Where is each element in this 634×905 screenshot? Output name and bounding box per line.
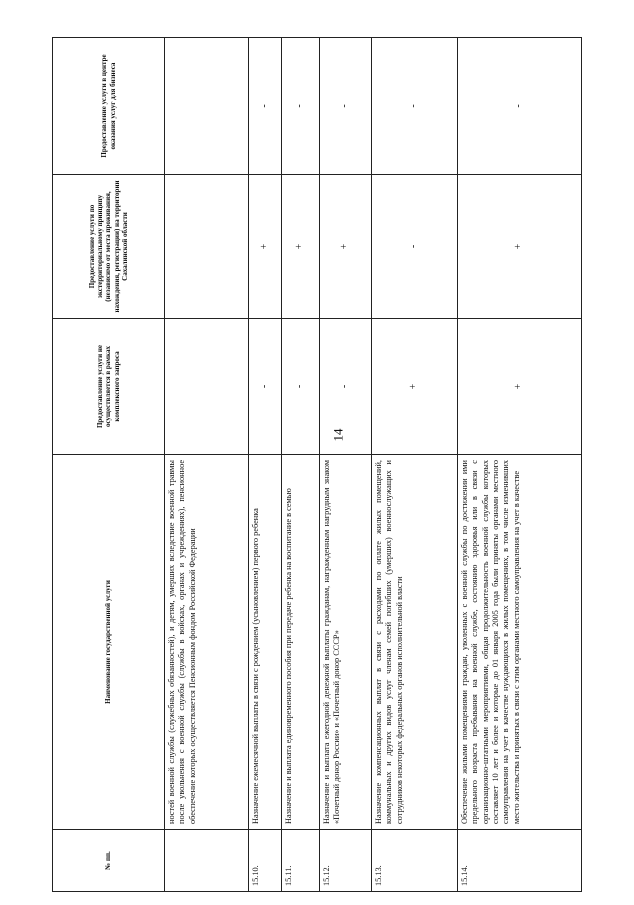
row-num: 15.13. [372,830,458,892]
row-extraterritorial: + [458,175,582,319]
row-extraterritorial: - [372,175,458,319]
row-name: Назначение ежемесячной выплаты в связи с рождением (усыновлением) первого ребенка [249,455,282,830]
row-extraterritorial [165,175,249,319]
row-num: 15.11. [282,830,320,892]
services-table [52,37,582,892]
header-complex: Предоставление услуги не осуществляется в рамках комплексного запроса [53,319,165,455]
row-business: - [249,38,282,175]
row-complex: - [320,319,372,455]
row-name: ностей военной службы (служебных обязанностей), и детям, умерших вследствие военной травмы после увольнения с военной службы (службы в войсках, органах и учреждениях), пенсионное обеспечение которых осуществляется Пенсионным фондом Российской Федерации [165,455,249,830]
header-row [53,38,165,892]
row-business: - [282,38,320,175]
row-num: 15.10. [249,830,282,892]
table-row [372,38,458,892]
row-extraterritorial: + [249,175,282,319]
page-number: 14 [330,428,346,442]
table-row [320,38,372,892]
row-business: - [320,38,372,175]
header-business: Предоставление услуги в центре оказания услуг для бизнеса [53,38,165,175]
services-table-container [52,38,582,892]
row-business: - [372,38,458,175]
row-name: Назначение и выплата ежегодной денежной выплаты гражданам, награжденным нагрудным знаком «Почетный донор России» и «Почетный донор СССР» [320,455,372,830]
table-row [165,38,249,892]
table-row [249,38,282,892]
header-num: № пп. [53,830,165,892]
row-num: 15.14. [458,830,582,892]
row-num [165,830,249,892]
table-row [282,38,320,892]
row-name: Обеспечение жилыми помещениями граждан, уволенных с военной службы по достижении ими предельного возраста пребывания на военной службе, состоянию здоровья или в связи с организационно-штатными мероприятиями, общая продолжительность военной службы которых составляет 10 лет и более и которые до 01 января 2005 года были приняты органами местного самоуправления на учет в качестве нуждающихся в жилых помещениях, в том числе изменивших место жительства и принятых в связи с этим органами местного самоуправления на учет в качестве [458,455,582,830]
row-extraterritorial: + [320,175,372,319]
row-complex: - [282,319,320,455]
row-business: - [458,38,582,175]
row-complex: - [249,319,282,455]
row-num: 15.12. [320,830,372,892]
row-business [165,38,249,175]
header-extraterritorial: Предоставление услуги по экстерриториальному принципу (независимо от места проживания, нахождения, регистрации) на территории Сахалинской области [53,175,165,319]
row-complex [165,319,249,455]
row-name: Назначение и выплата единовременного пособия при передаче ребенка на воспитание в семью [282,455,320,830]
row-name: Назначение компенсационных выплат в связи с расходами по оплате жилых помещений, коммунальных и других видов услуг членам семей погибших (умерших) военнослужащих и сотрудников некоторых федеральных органов исполнительной власти [372,455,458,830]
header-name: Наименование государственной услуги [53,455,165,830]
row-extraterritorial: + [282,175,320,319]
row-complex: + [458,319,582,455]
table-row [458,38,582,892]
row-complex: + [372,319,458,455]
